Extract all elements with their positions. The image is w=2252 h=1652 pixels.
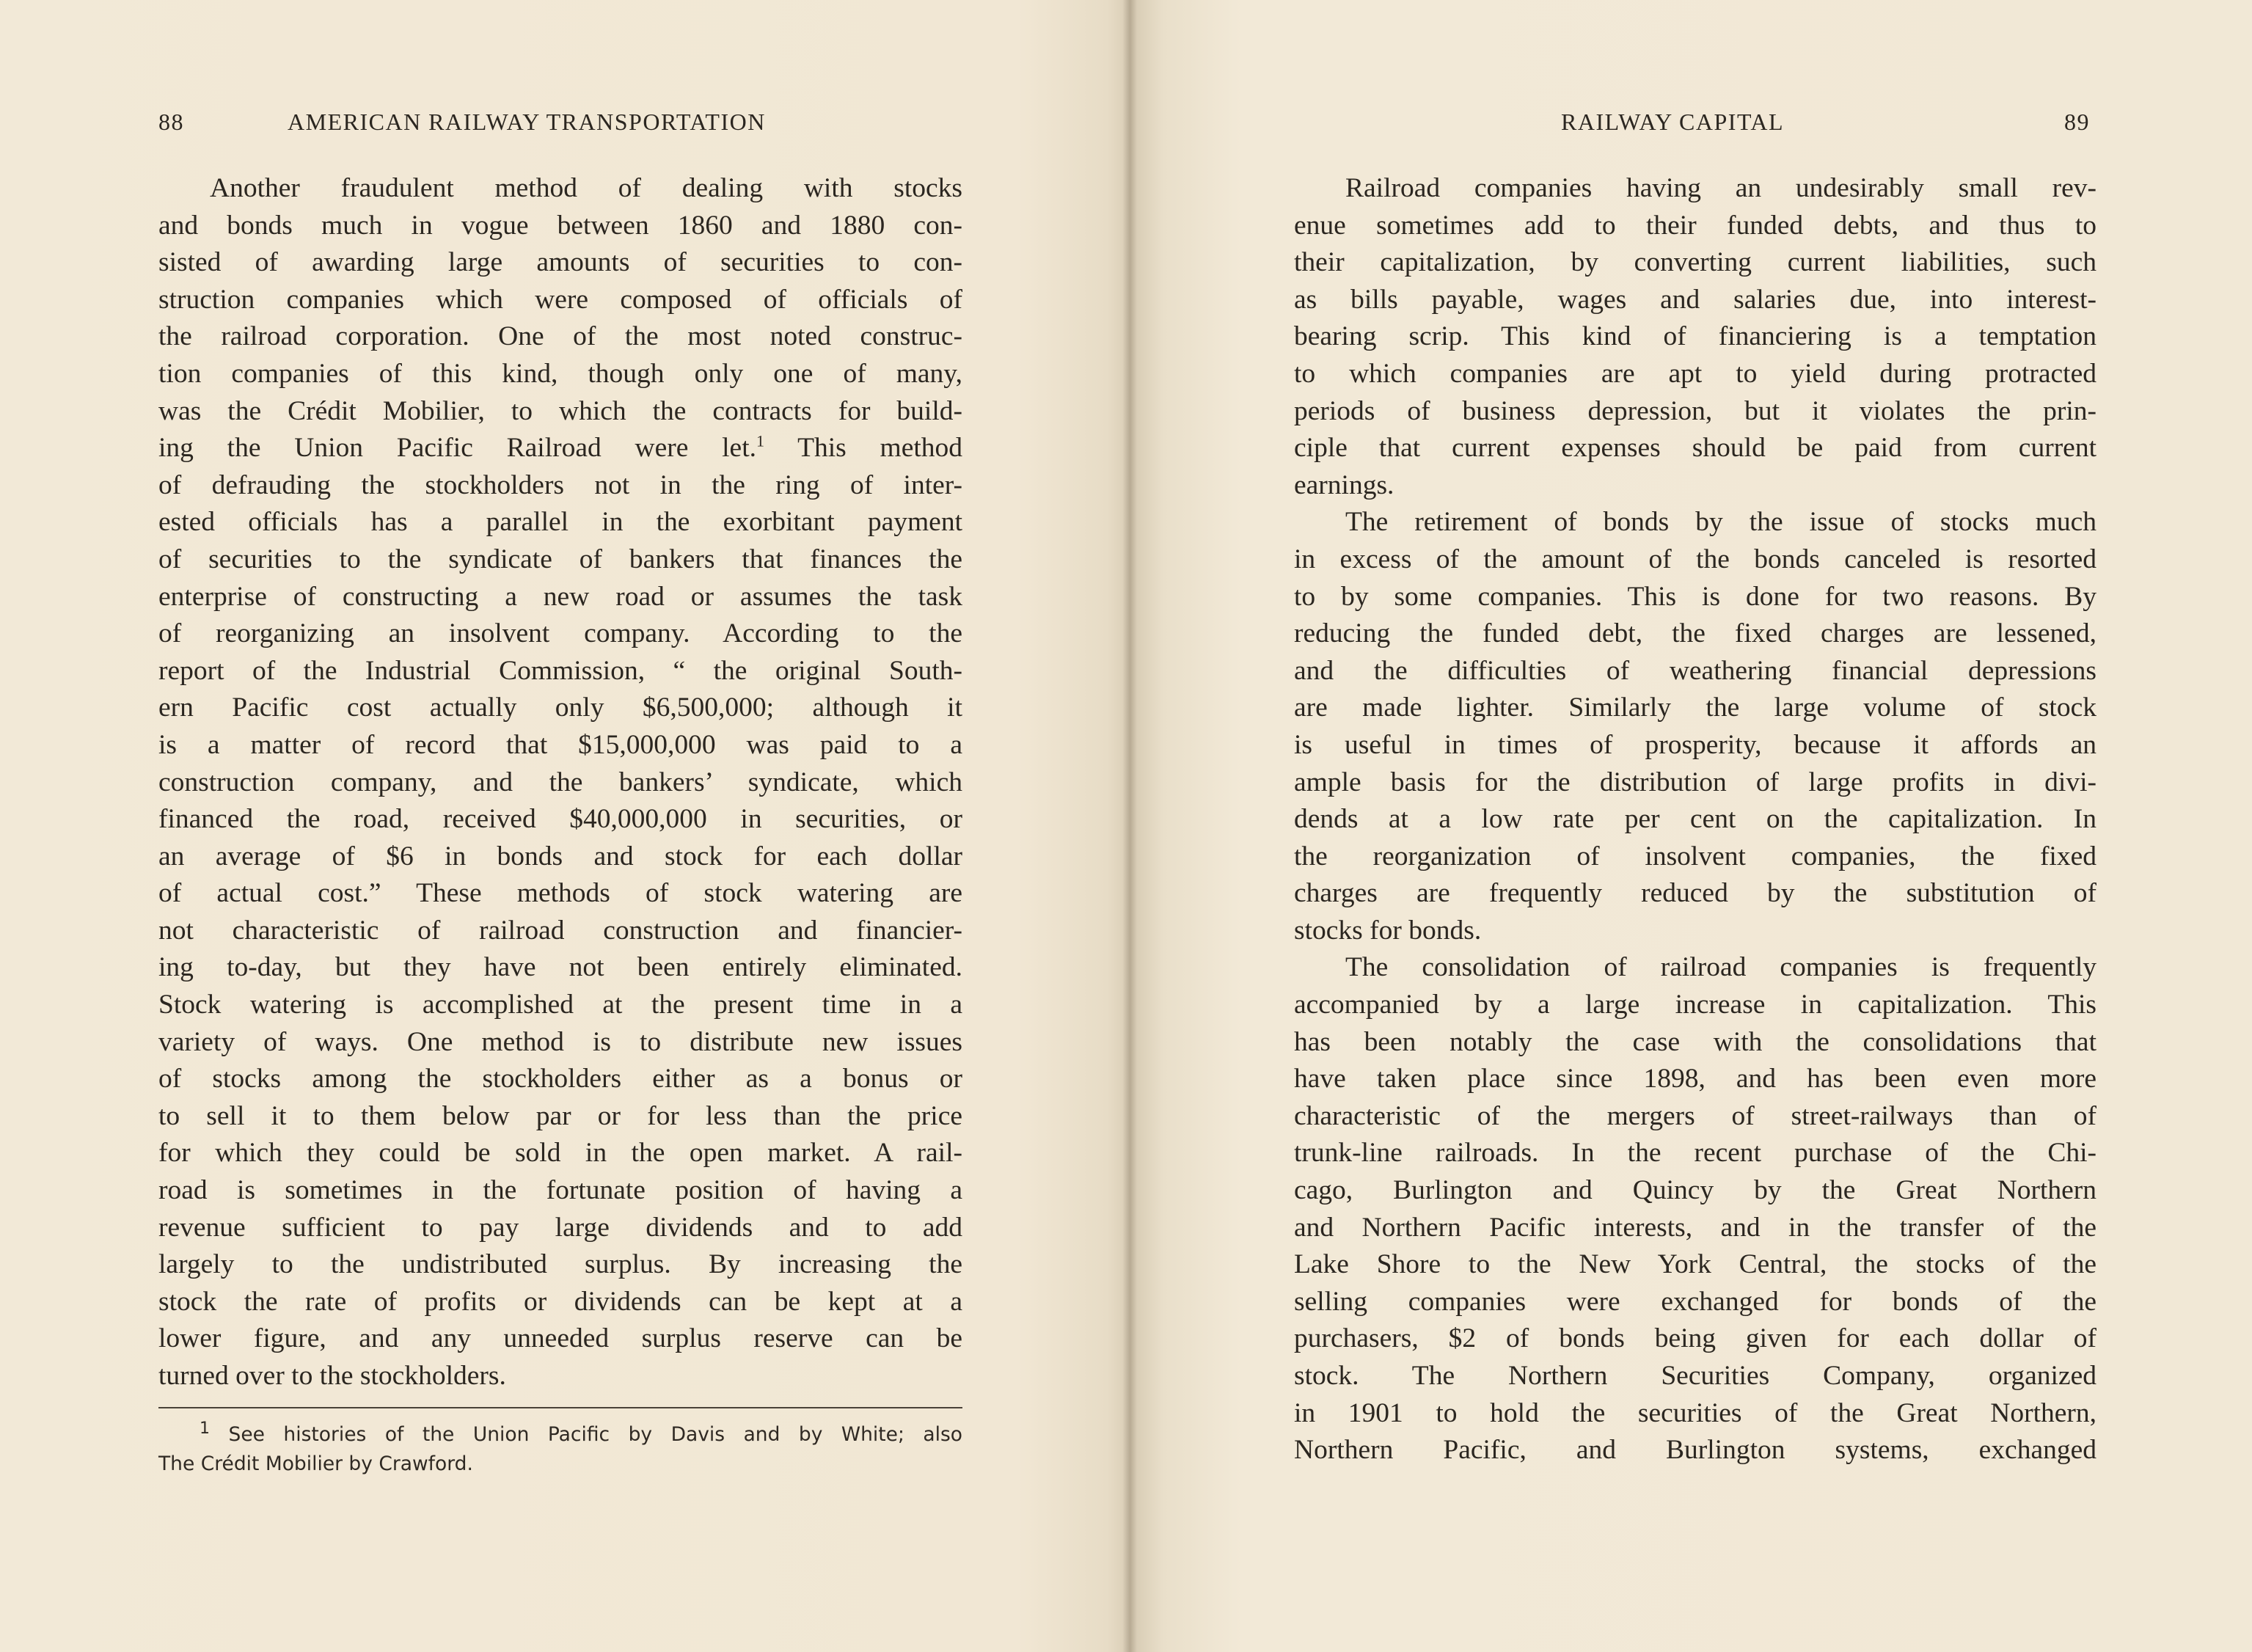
right-page-number: 89 <box>2064 109 2090 135</box>
text-line: lower figure, and any unneeded surplus reserve can be <box>158 1323 962 1354</box>
text-line: ested officials has a parallel in the exorbitant payment <box>158 507 962 538</box>
text-line: Stock watering is accomplished at the present time in a <box>158 990 962 1020</box>
text-line: stocks for bonds. <box>1294 915 1482 946</box>
left-running-head: AMERICAN RAILWAY TRANSPORTATION <box>288 109 766 135</box>
footnote-line: The Crédit Mobilier by Crawford. <box>158 1452 473 1475</box>
text-line: sisted of awarding large amounts of securities to con- <box>158 247 962 278</box>
text-line: Lake Shore to the New York Central, the stocks of the <box>1294 1249 2096 1280</box>
text-line: road is sometimes in the fortunate position of having a <box>158 1175 962 1206</box>
text-line: earnings. <box>1294 469 1394 500</box>
right-running-head: RAILWAY CAPITAL <box>1561 109 1785 135</box>
text-line: and Northern Pacific interests, and in the transfer of the <box>1294 1212 2096 1243</box>
footnote-marker: 1 <box>200 1419 210 1439</box>
text-line: are made lighter. Similarly the large volume of stock <box>1294 692 2096 723</box>
text-line: enterprise of constructing a new road or assumes the task <box>158 581 962 612</box>
text-line: tion companies of this kind, though only one of many, <box>158 358 962 389</box>
text-line: was the Crédit Mobilier, to which the contracts for build- <box>158 395 962 426</box>
text-line: have taken place since 1898, and has been even more <box>1294 1064 2096 1094</box>
text-line: bearing scrip. This kind of financiering is a temptation <box>1294 321 2096 352</box>
text-line: ample basis for the distribution of large profits in divi- <box>1294 767 2096 797</box>
text-line: periods of business depression, but it violates the prin- <box>1294 395 2096 426</box>
text-line: Railroad companies having an undesirably small rev- <box>1345 173 2096 203</box>
text-line: revenue sufficient to pay large dividends and to add <box>158 1212 962 1243</box>
text-line: the railroad corporation. One of the most noted construc- <box>158 321 962 352</box>
text-line: in excess of the amount of the bonds canceled is resorted <box>1294 544 2096 574</box>
text-line-end: This method <box>797 433 963 464</box>
text-line: struction companies which were composed of officials of <box>158 284 962 315</box>
text-line: ing to-day, but they have not been entirely eliminated. <box>158 952 962 983</box>
text-line: the reorganization of insolvent companies, the fixed <box>1294 841 2096 871</box>
text-line: of defrauding the stockholders not in the ring of inter- <box>158 469 962 500</box>
text-line: an average of $6 in bonds and stock for each dollar <box>158 841 962 871</box>
text-line: to sell it to them below par or for less than the price <box>158 1100 962 1131</box>
text-line: The consolidation of railroad companies is frequently <box>1345 952 2096 983</box>
text-line: in 1901 to hold the securities of the Great Northern, <box>1294 1397 2096 1428</box>
text-line: is useful in times of prosperity, because it affords an <box>1294 729 2096 760</box>
text-line: turned over to the stockholders. <box>158 1361 506 1391</box>
right-body-text <box>1294 170 2096 1469</box>
footnote-divider <box>158 1407 962 1408</box>
text-line: to which companies are apt to yield during protracted <box>1294 358 2096 389</box>
text-line: their capitalization, by converting current liabilities, such <box>1294 247 2096 278</box>
footnote <box>158 1420 962 1479</box>
text-line: financed the road, received $40,000,000 in securities, or <box>158 804 962 835</box>
text-line: The retirement of bonds by the issue of stocks much <box>1345 507 2096 538</box>
text-line: stock the rate of profits or dividends can be kept at a <box>158 1286 962 1317</box>
text-line: largely to the undistributed surplus. By increasing the <box>158 1249 962 1280</box>
text-line-with-footnote-ref <box>158 430 962 467</box>
text-line: stock. The Northern Securities Company, organized <box>1294 1361 2096 1391</box>
text-line: ern Pacific cost actually only $6,500,000; although it <box>158 692 962 723</box>
text-line: and the difficulties of weathering financial depressions <box>1294 655 2096 686</box>
text-line: selling companies were exchanged for bonds of the <box>1294 1286 2096 1317</box>
text-line: accompanied by a large increase in capitalization. This <box>1294 990 2096 1020</box>
text-line: Another fraudulent method of dealing with stocks <box>210 173 962 203</box>
footnote-reference[interactable]: 1 <box>756 431 764 450</box>
text-line: cago, Burlington and Quincy by the Great Northern <box>1294 1175 2096 1206</box>
text-line: to by some companies. This is done for two reasons. By <box>1294 581 2096 612</box>
text-line: of reorganizing an insolvent company. According to the <box>158 618 962 649</box>
text-line: of actual cost.” These methods of stock watering are <box>158 878 962 909</box>
text-line: Northern Pacific, and Burlington systems, exchanged <box>1294 1435 2096 1466</box>
text-line: trunk-line railroads. In the recent purchase of the Chi- <box>1294 1138 2096 1169</box>
text-line: reducing the funded debt, the fixed charges are lessened, <box>1294 618 2096 649</box>
footnote-line <box>158 1420 962 1450</box>
book-gutter <box>1122 0 1137 1652</box>
text-line: of stocks among the stockholders either as a bonus or <box>158 1064 962 1094</box>
text-line-start: ing the Union Pacific Railroad were let. <box>158 433 756 464</box>
text-line: variety of ways. One method is to distribute new issues <box>158 1026 962 1057</box>
text-line: dends at a low rate per cent on the capitalization. In <box>1294 804 2096 835</box>
text-line: as bills payable, wages and salaries due, into interest- <box>1294 284 2096 315</box>
text-line: for which they could be sold in the open market. A rail- <box>158 1138 962 1169</box>
text-line: has been notably the case with the consolidations that <box>1294 1026 2096 1057</box>
left-body-text <box>158 170 962 1395</box>
text-line: not characteristic of railroad construction and financier- <box>158 915 962 946</box>
text-line: report of the Industrial Commission, “ the original South- <box>158 655 962 686</box>
text-line: ciple that current expenses should be paid from current <box>1294 433 2096 464</box>
text-line: and bonds much in vogue between 1860 and 1880 con- <box>158 210 962 241</box>
text-line: enue sometimes add to their funded debts, and thus to <box>1294 210 2096 241</box>
text-line: of securities to the syndicate of bankers that finances the <box>158 544 962 574</box>
text-line: is a matter of record that $15,000,000 was paid to a <box>158 729 962 760</box>
text-line: charges are frequently reduced by the substitution of <box>1294 878 2096 909</box>
text-line: construction company, and the bankers’ syndicate, which <box>158 767 962 797</box>
left-page-number: 88 <box>158 109 184 135</box>
text-line: purchasers, $2 of bonds being given for each dollar of <box>1294 1323 2096 1354</box>
text-line: characteristic of the mergers of street-railways than of <box>1294 1100 2096 1131</box>
footnote-text: See histories of the Union Pacific by Davis and by White; also <box>228 1423 962 1446</box>
